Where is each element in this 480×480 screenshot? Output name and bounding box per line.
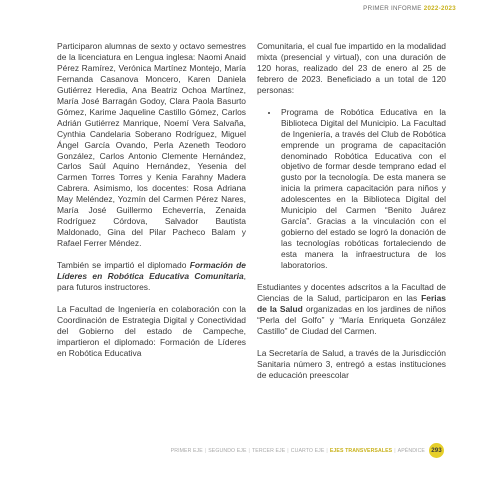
nav-primer-eje[interactable]: PRIMER EJE [170, 447, 203, 454]
secretaria-paragraph: La Secretaría de Salud, a través de la Jurisdicción Sanitaria número 3, entregó a estas instituciones de educación preescolar [257, 347, 446, 380]
participants-paragraph: Participaron alumnas de sexto y octavo semestres de la licenciatura en Lengua inglesa: Naomi Anaid Pérez Ramírez, Verónica Martínez Montejo, María Fernanda Casanova Moncero, Karen Daniela Gutiérrez Heredia, Ana Beatriz Ochoa Martínez, María José Barragán Godoy, Clara Paola Basurto Gómez, Karime Jaqueline Castillo Gómez, Carlos Adrián Gutiérrez Manrique, Noemí Vera Salvaña, Cynthia Candelaria Soberano Rodríguez, Miguel Ángel García Ovando, Perla Azeneth Teodoro González, Carlos Antonio Clemente Hernández, Carlos Saúl Aquino Hernández, Yesenia del Carmen Torres Torres y Kenia Farahny Madera Cabrera. Asimismo, los docentes: Rosa Adriana May Meléndez, Yozmín del Carmen Pérez Nares, María José Guillermo Echeverría, Zenaida Rodríguez Córdova, Salvador Bautista Maldonado, Gina del Pilar Pacheco Balam y Rafael Ferrer Méndez. [57, 41, 246, 249]
diploma-title: Formación de Líderes en Robótica Educativa Comunitaria [57, 260, 246, 281]
report-years: 2022-2023 [423, 5, 456, 12]
page-number-badge: 293 [429, 443, 444, 458]
nav-tercer-eje[interactable]: TERCER EJE [252, 447, 286, 454]
health-fairs-paragraph: Estudiantes y docentes adscritos a la Facultad de Ciencias de la Salud, participaron en las Ferias de la Salud organizadas en los jardines de niños “Perla del Golfo” y “María Enriqueta González Castillo” de Ciudad del Carmen. [257, 281, 447, 336]
nav-cuarto-eje[interactable]: CUARTO EJE [290, 447, 325, 454]
list-item: • Programa de Robótica Educativa en la Biblioteca Digital del Municipio. La Facultad de Ingeniería, a través del Club de Robótica emprende un programa de capacitación denominado Robótica Educativa con el objetivo de formar desde temprano edad el gusto por la tecnología. De esta manera se inicia la primera capacitación para niños y adolescentes en la Biblioteca Digital del Municipio del Carmen “Benito Juárez García”. Gracias a la vinculación con el gobierno del estado se logró la donación de las tecnologías robóticas fortaleciendo de esta manera la infraestructura de los laboratorios. [279, 107, 446, 271]
nav-ejes-transversales[interactable]: EJES TRANSVERSALES [329, 447, 393, 454]
running-header [363, 5, 456, 12]
health-fairs-title: Ferias de la Salud [257, 292, 446, 314]
program-list [257, 107, 446, 271]
nav-segundo-eje[interactable]: SEGUNDO EJE [208, 447, 247, 454]
report-title: PRIMER INFORME [363, 5, 422, 12]
right-column [257, 41, 446, 381]
left-column [57, 41, 246, 359]
engineering-paragraph: La Facultad de Ingeniería en colaboración con la Coordinación de Estrategia Digital y Conectividad del Gobierno del estado de Campeche, impartieron el diplomado: Formación de Líderes en Robótica Educativa [57, 303, 246, 358]
footer-nav: PRIMER EJE | SEGUNDO EJE | TERCER EJE | CUARTO EJE | EJES TRANSVERSALES | APÉNDICE 293 [171, 443, 444, 458]
duration-paragraph: Comunitaria, el cual fue impartido en la modalidad mixta (presencial y virtual), con una duración de 120 horas, realizado del 23 de enero al 25 de febrero de 2023. Beneficiado a un total de 120 personas: [257, 41, 446, 95]
nav-apendice[interactable]: APÉNDICE [397, 447, 425, 454]
diploma-paragraph: También se impartió el diplomado Formación de Líderes en Robótica Educativa Comunitaria, para futuros instructores. [57, 260, 246, 292]
